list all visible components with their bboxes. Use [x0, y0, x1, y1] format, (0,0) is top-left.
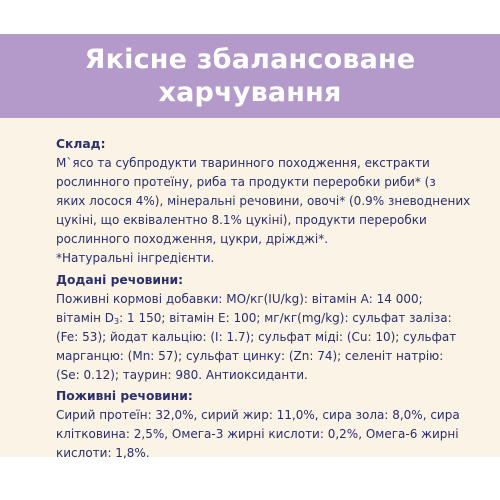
composition-line: яких лосося 4%), мінеральні речовини, овочі* (0.9% зневоднених: [56, 194, 471, 208]
vitamin-d-rest: : 1 150; вітамін Е: 100; мг/кг(mg/kg): сульфат заліза:: [119, 311, 452, 325]
nutrients-heading: Поживні речовини:: [56, 389, 193, 403]
composition-section: [56, 135, 471, 268]
composition-footnote: *Натуральні інгредієнти.: [56, 251, 215, 265]
vitamin-d-subscript: 3: [114, 317, 120, 326]
composition-heading: Склад:: [56, 137, 106, 151]
composition-line: рослинного протеїну, риба та продукти переробки риби* (з: [56, 175, 436, 189]
title-banner: [0, 34, 500, 118]
additives-section: [56, 271, 457, 385]
composition-line: М`ясо та субпродукти тваринного походження, екстракти: [56, 156, 430, 170]
additives-line: марганцю: (Mn: 57); сульфат цинку: (Zn: 74); селеніт натрію:: [56, 349, 444, 363]
composition-line: цукіні, що еквівалентно 8.1% цукіні), продукти переробки: [56, 213, 427, 227]
additives-line: (Fe: 53); йодат кальцію: (I: 1.7); сульфат міді: (Cu: 10); сульфат: [56, 330, 457, 344]
nutrients-line: Сирий протеїн: 32,0%, сирий жир: 11,0%, сира зола: 8,0%, сира: [56, 408, 460, 422]
additives-line-vitamin-d: [56, 309, 452, 328]
banner-title-line-1: Якісне збалансоване: [84, 44, 416, 75]
content-panel: [0, 118, 500, 460]
nutrients-line: клітковина: 2,5%, Омега-3 жирні кислоти: 0,2%, Омега-6 жирні: [56, 427, 459, 441]
banner-title-line-2: харчування: [158, 77, 342, 108]
additives-line: Поживні кормові добавки: МО/кг(IU/kg): вітамін А: 14 000;: [56, 292, 423, 306]
additives-heading: Додані речовини:: [56, 273, 184, 287]
nutrients-line: кислоти: 1,8%.: [56, 446, 150, 460]
vitamin-d-label: вітамін D: [56, 311, 115, 325]
additives-line: (Se: 0.12); таурин: 980. Антиоксиданти.: [56, 368, 308, 382]
nutrients-section: [56, 387, 460, 463]
composition-line: рослинного походження, цукри, дріжджі*.: [56, 232, 329, 246]
